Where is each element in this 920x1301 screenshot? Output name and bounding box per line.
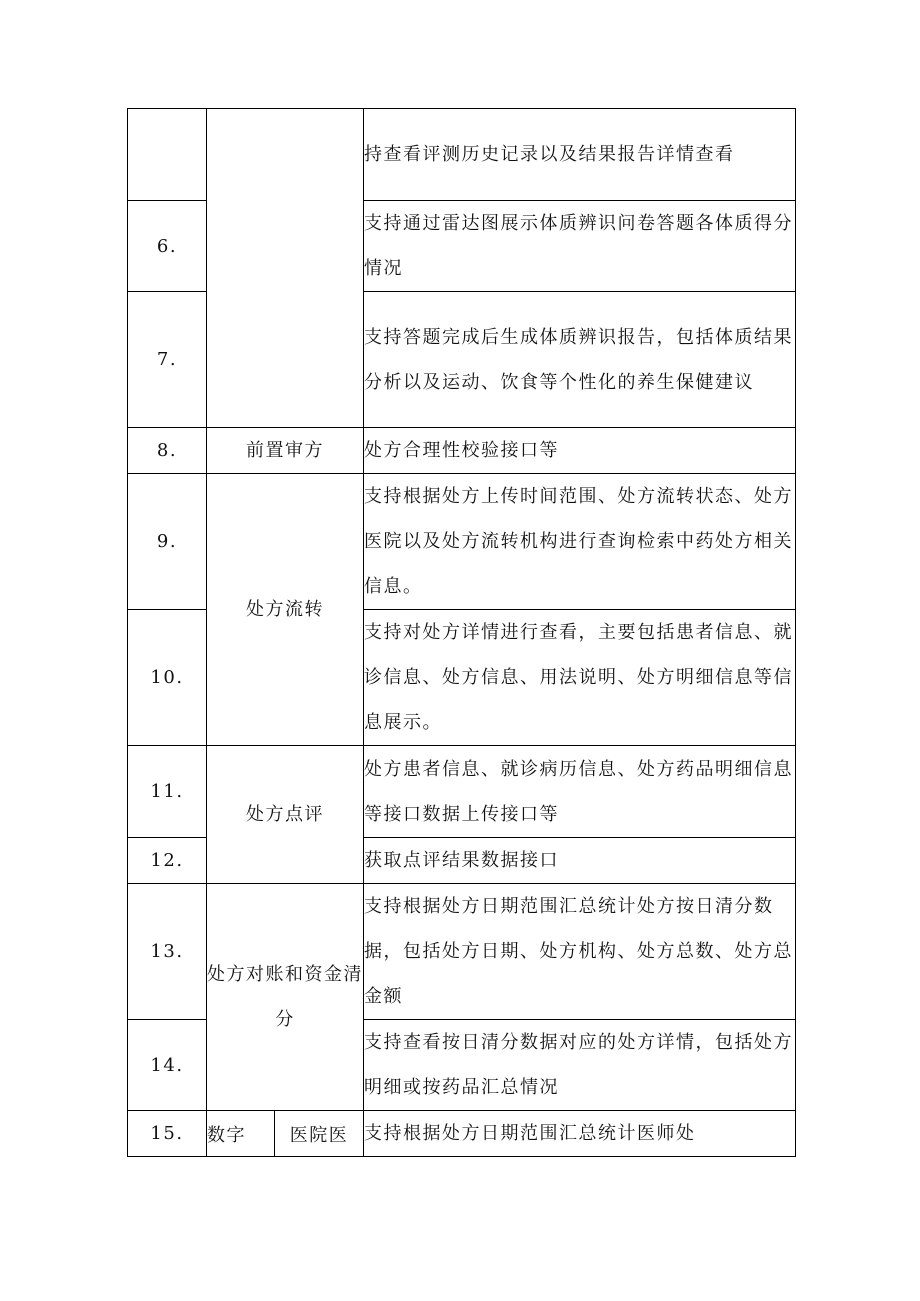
table-row bbox=[128, 109, 796, 201]
row-description: 支持根据处方日期范围汇总统计医师处 bbox=[364, 1111, 796, 1157]
row-number: 6. bbox=[128, 201, 207, 292]
row-number: 11. bbox=[128, 746, 207, 838]
row-description: 持查看评测历史记录以及结果报告详情查看 bbox=[364, 109, 796, 201]
row-description: 支持根据处方上传时间范围、处方流转状态、处方医院以及处方流转机构进行查询检索中药处方相关信息。 bbox=[364, 474, 796, 610]
row-description: 支持对处方详情进行查看，主要包括患者信息、就诊信息、处方信息、用法说明、处方明细信息等信息展示。 bbox=[364, 610, 796, 746]
row-description: 处方合理性校验接口等 bbox=[364, 428, 796, 474]
row-number: 12. bbox=[128, 838, 207, 884]
row-description: 获取点评结果数据接口 bbox=[364, 838, 796, 884]
table-row bbox=[128, 746, 796, 838]
row-description: 支持根据处方日期范围汇总统计处方按日清分数据，包括处方日期、处方机构、处方总数、处方总金额 bbox=[364, 884, 796, 1020]
row-number: 15. bbox=[128, 1111, 207, 1157]
table-row bbox=[128, 884, 796, 1020]
module-name: 数字 bbox=[207, 1111, 275, 1157]
submodule-name: 医院医 bbox=[275, 1111, 364, 1157]
table-row bbox=[128, 474, 796, 610]
row-number: 10. bbox=[128, 610, 207, 746]
row-number: 8. bbox=[128, 428, 207, 474]
module-name: 处方流转 bbox=[207, 474, 364, 746]
row-description: 处方患者信息、就诊病历信息、处方药品明细信息等接口数据上传接口等 bbox=[364, 746, 796, 838]
table-row bbox=[128, 428, 796, 474]
requirements-table bbox=[127, 108, 796, 1157]
row-description: 支持通过雷达图展示体质辨识问卷答题各体质得分情况 bbox=[364, 201, 796, 292]
row-number bbox=[128, 109, 207, 201]
module-name: 处方点评 bbox=[207, 746, 364, 884]
module-cell-empty bbox=[207, 109, 364, 428]
row-description: 支持查看按日清分数据对应的处方详情，包括处方明细或按药品汇总情况 bbox=[364, 1020, 796, 1111]
row-number: 9. bbox=[128, 474, 207, 610]
module-name: 前置审方 bbox=[207, 428, 364, 474]
module-name: 处方对账和资金清分 bbox=[207, 884, 364, 1111]
row-description: 支持答题完成后生成体质辨识报告，包括体质结果分析以及运动、饮食等个性化的养生保健建议 bbox=[364, 292, 796, 428]
row-number: 13. bbox=[128, 884, 207, 1020]
table-row bbox=[128, 1111, 796, 1157]
row-number: 14. bbox=[128, 1020, 207, 1111]
row-number: 7. bbox=[128, 292, 207, 428]
